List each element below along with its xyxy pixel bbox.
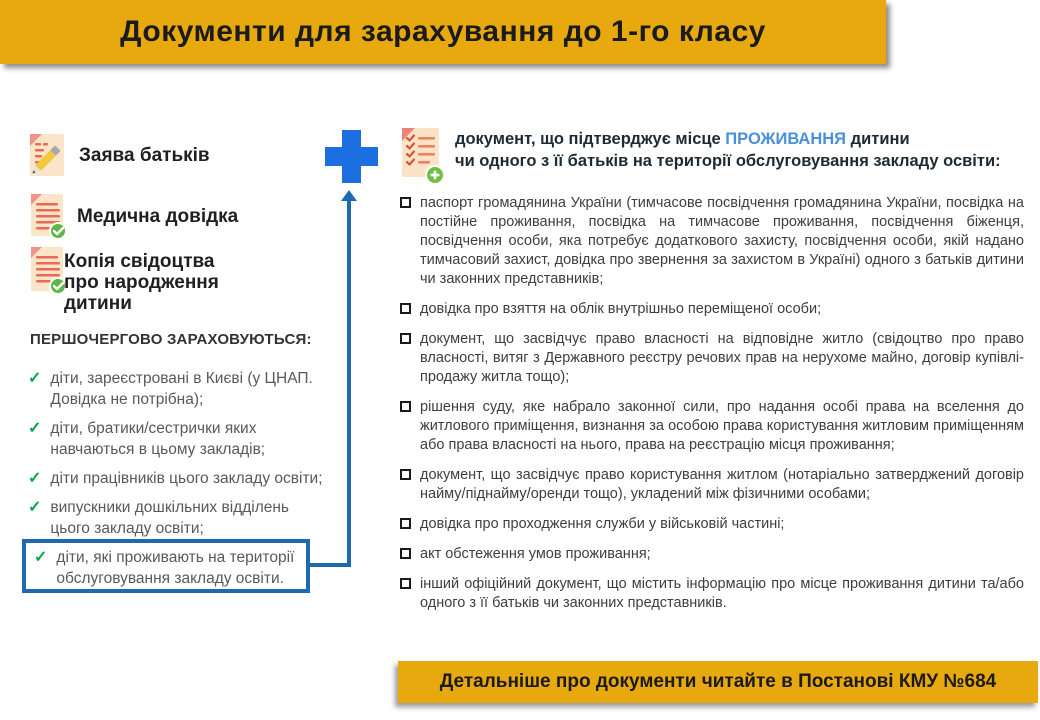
list-item: паспорт громадянина України (тимчасове посвідчення громадянина України, посвідка на постійне проживання, посвідка на тимчасове проживання, посвідчення біженця, посвідчення особи, яка потребує додаткового захисту, посвідчення особи, якій надано тимчасовий захист, довідка про звернення за захистом в Україні) одного з батьків дитини чи законних представників; xyxy=(400,194,1024,289)
checkbox-icon xyxy=(400,578,411,589)
residence-documents-list xyxy=(400,194,1024,624)
checkmark-icon: ✓ xyxy=(28,470,42,487)
plus-bar-horizontal xyxy=(325,147,378,166)
priority-list-item: ✓ діти, братики/сестрички яких навчаються в цьому закладів; xyxy=(28,420,266,458)
checkmark-icon: ✓ xyxy=(28,370,42,387)
checkbox-icon xyxy=(400,333,411,344)
checkmark-icon: ✓ xyxy=(28,420,42,437)
checkmark-icon: ✓ xyxy=(28,499,42,516)
list-item: довідка про взяття на облік внутрішньо переміщеної особи; xyxy=(400,300,1024,319)
checkbox-icon xyxy=(400,401,411,412)
plus-icon xyxy=(325,130,378,183)
priority-list-item: ✓ діти працівників цього закладу освіти; xyxy=(28,470,323,487)
checkbox-icon xyxy=(400,518,411,529)
document-item-medical xyxy=(28,190,238,240)
highlighted-priority-text: діти, які проживають на території обслуговування закладу освіти. xyxy=(56,549,295,587)
right-header-line1: документ, що підтверджує місце ПРОЖИВАННЯ дитини xyxy=(455,130,910,148)
title-banner xyxy=(0,0,886,64)
arrow-up-icon xyxy=(341,190,357,201)
checkmark-icon: ✓ xyxy=(34,549,48,566)
checkbox-icon xyxy=(400,469,411,480)
priority-list xyxy=(28,368,328,547)
residence-highlight: ПРОЖИВАННЯ xyxy=(725,130,847,148)
connector-line-vertical xyxy=(347,201,351,567)
list-item: документ, що засвідчує право власності на відповідне житло (свідоцтво про право власності, витяг з Державного реєстру речових прав на нерухоме майно, договір купівлі-продажу житла тощо); xyxy=(400,330,1024,387)
highlighted-priority-box xyxy=(22,539,310,593)
connector-line-horizontal xyxy=(310,563,351,567)
right-column-header xyxy=(455,128,1030,172)
list-item: рішення суду, яке набрало законної сили, про надання особі права на вселення до житлового приміщення, визнання за особою права користування житловим приміщенням або права власності на нього, права на реєстрацію місця проживання; xyxy=(400,398,1024,455)
page-title: Документи для зарахування до 1-го класу xyxy=(120,15,766,48)
document-check-icon xyxy=(28,190,70,240)
footer-text: Детальніше про документи читайте в Постанові КМУ №684 xyxy=(439,671,997,692)
checkbox-icon xyxy=(400,548,411,559)
checkbox-icon xyxy=(400,303,411,314)
document-plus-icon xyxy=(398,122,446,186)
document-item-application xyxy=(25,131,210,179)
document-pencil-icon xyxy=(25,131,71,179)
footer-banner xyxy=(398,661,1038,703)
document-label: Копія свідоцтва про народження дитини xyxy=(64,251,219,314)
checkbox-icon xyxy=(400,197,411,208)
list-item: інший офіційний документ, що містить інформацію про місце проживання дитини та/або одного з її батьків чи законних представників. xyxy=(400,575,1024,613)
list-item: акт обстеження умов проживання; xyxy=(400,545,1024,564)
list-item: документ, що засвідчує право користування житлом (нотаріально затверджений договір найму/піднайму/оренди тощо), укладений між фізичними особами; xyxy=(400,466,1024,504)
priority-list-item: ✓ випускники дошкільних відділень цього закладу освіти; xyxy=(28,499,289,537)
document-label: Заява батьків xyxy=(79,145,210,166)
priority-heading: ПЕРШОЧЕРГОВО ЗАРАХОВУЮТЬСЯ: xyxy=(30,331,312,348)
priority-list-item: ✓ діти, зареєстровані в Києві (у ЦНАП. Довідка не потрібна); xyxy=(28,370,313,408)
document-label: Медична довідка xyxy=(77,206,239,227)
document-item-birth-certificate xyxy=(28,243,254,314)
list-item: довідка про проходження служби у військовій частині; xyxy=(400,515,1024,534)
right-header-line2: чи одного з її батьків на території обслуговування закладу освіти: xyxy=(455,152,1001,170)
